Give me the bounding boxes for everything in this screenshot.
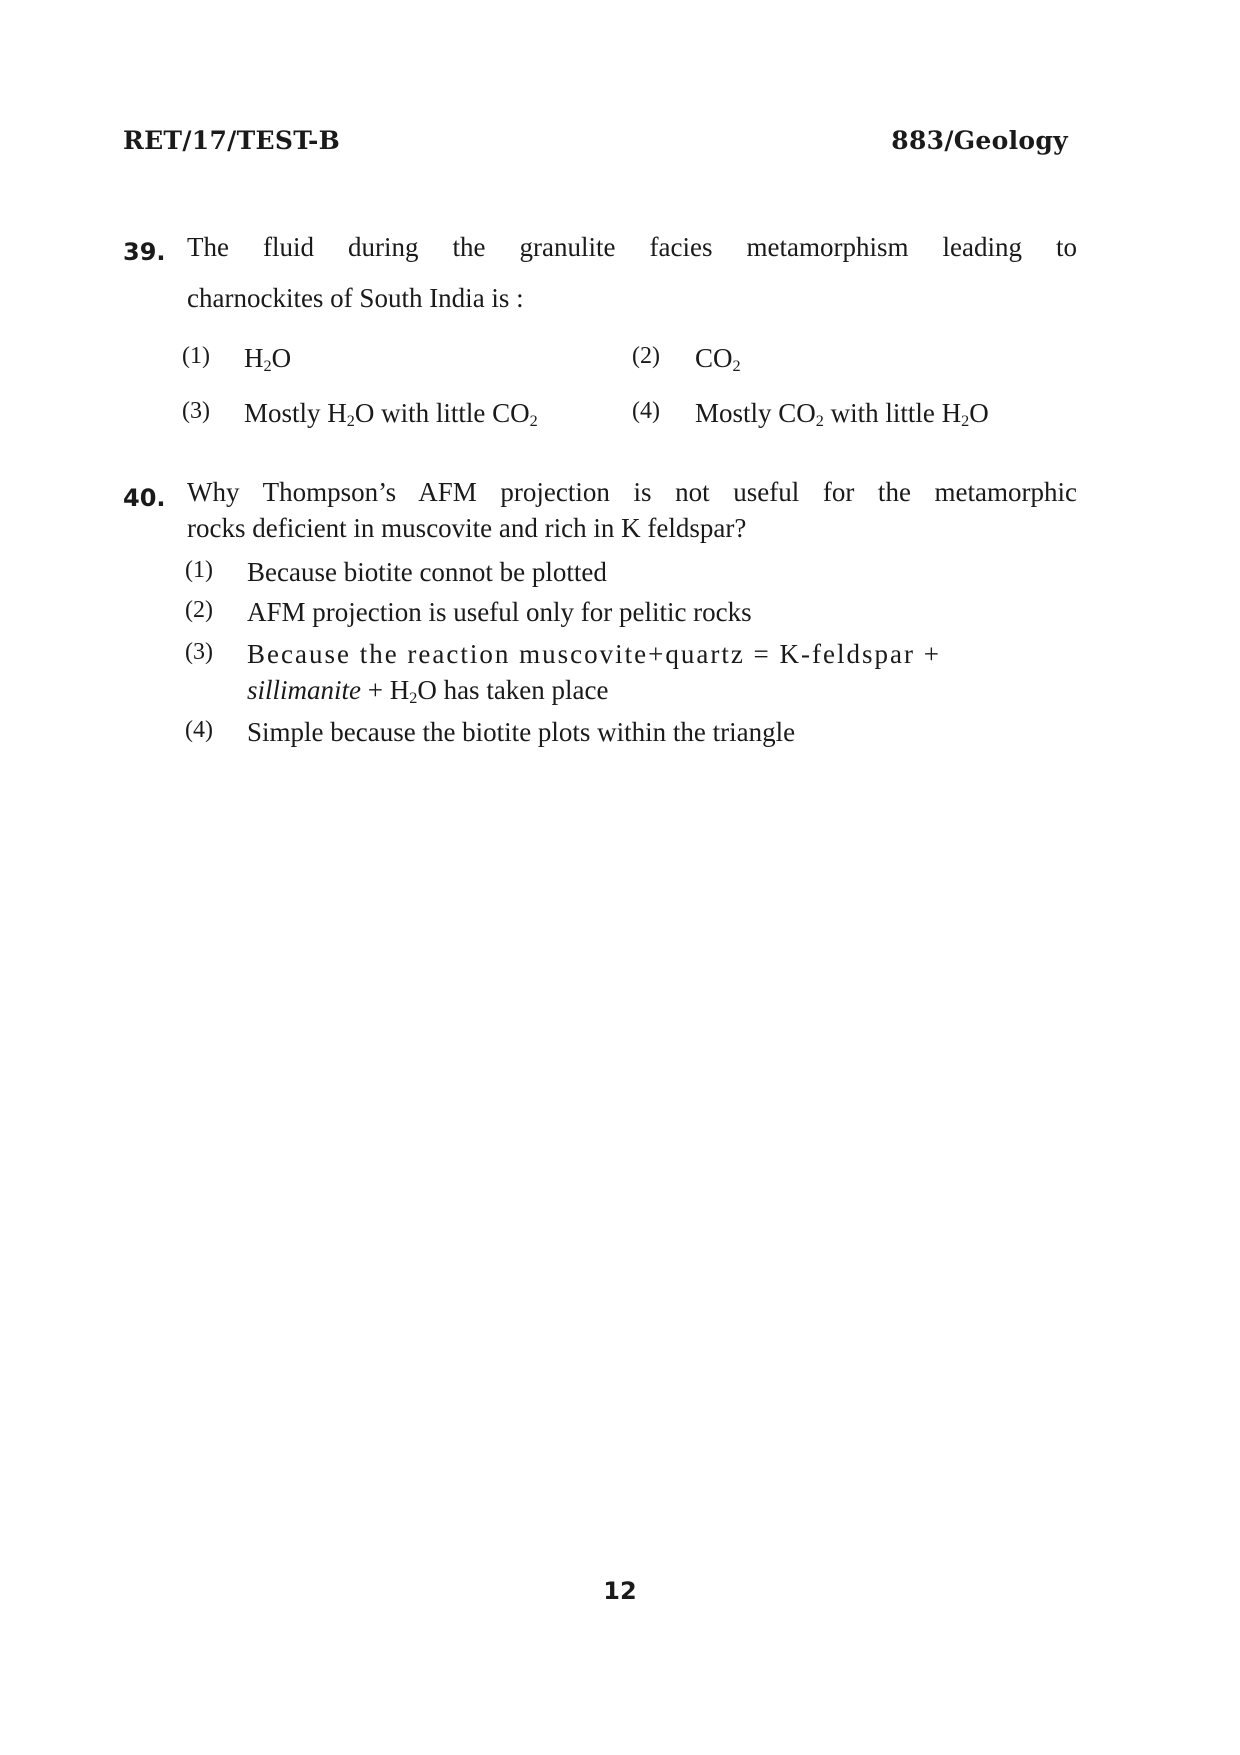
option-text: Mostly $CO_2$ with little $H_2O$ [695,398,989,431]
option-text: Because biotite connot be plotted [247,557,607,587]
page-number: 12 [603,1577,637,1605]
option-number: (1) [182,343,210,369]
option-text: AFM projection is useful only for pelitic rocks [247,597,752,627]
option-number: (2) [632,343,660,369]
option-text: $CO_2$ [695,343,741,376]
question-text-line: The fluid during the granulite facies metamorphism leading to [187,232,1077,262]
question-number: 39. [123,238,166,266]
option-number: (3) [182,398,210,424]
option-text: Simple because the biotite plots within the triangle [247,717,796,747]
option-text: Because the reaction muscovite+quartz = K-feldspar + [247,639,941,669]
option-number: (2) [185,597,213,623]
exam-code-header: RET/17/TEST-B [123,126,341,155]
question-text-line: rocks deficient in muscovite and rich in K feldspar? [187,513,747,543]
question-text-line: charnockites of South India is : [187,283,524,313]
option-number: (4) [185,717,213,743]
option-text: $H_2O$ [244,343,292,376]
question-text-line: Why Thompson’s AFM projection is not useful for the metamorphic [187,477,1077,507]
question-number: 40. [123,484,166,512]
subject-header: 883/Geology [891,126,1068,155]
option-number: (1) [185,557,213,583]
option-text: sillimanite + $H_2O$ has taken place [247,675,609,708]
option-number: (4) [632,398,660,424]
option-text: Mostly $H_2O$ with little $CO_2$ [244,398,538,431]
option-number: (3) [185,639,213,665]
